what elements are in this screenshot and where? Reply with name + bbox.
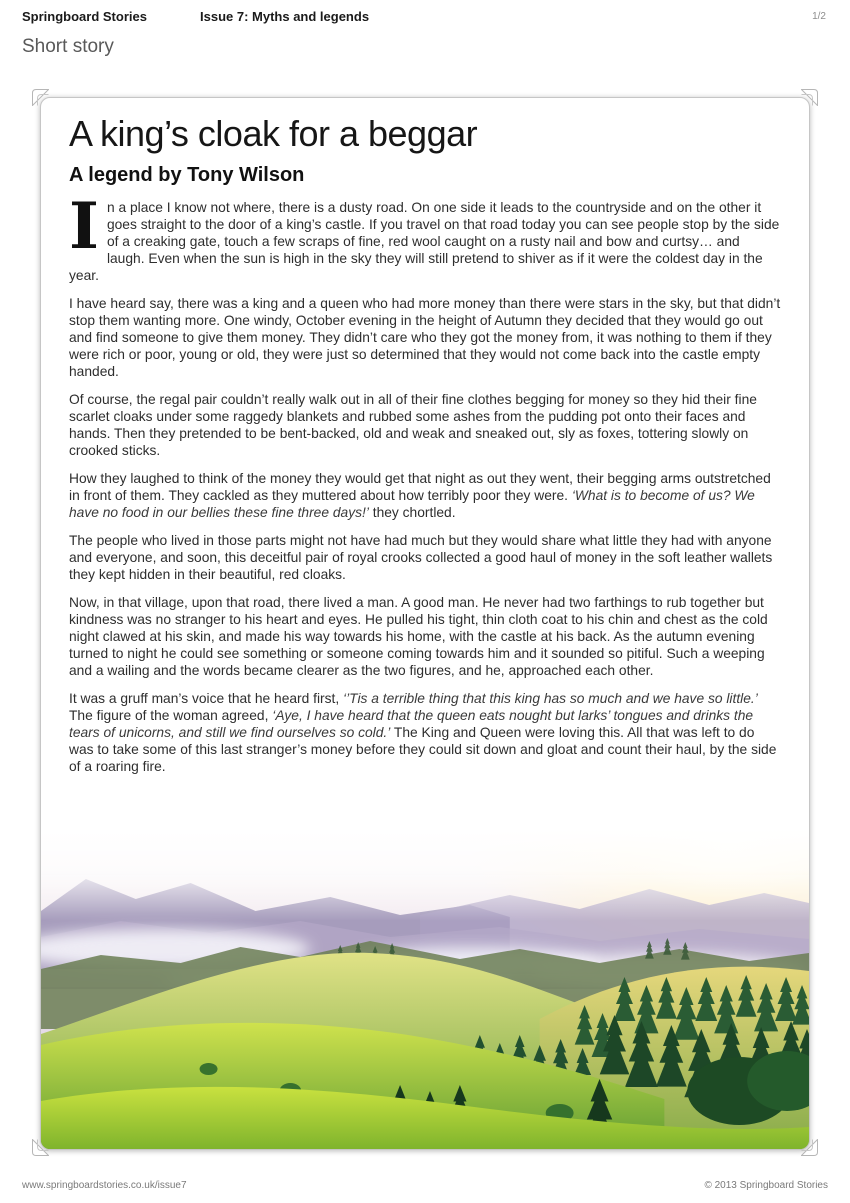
story-paragraph: The people who lived in those parts might not have had much but they would share what little they had with anyone and everyone, and soon, this deceitful pair of royal crooks collected a good haul of money in the soft leather wallets they kept hidden in their beautiful, red cloaks.	[69, 532, 773, 582]
story-body	[41, 187, 809, 775]
corner-ornament-icon	[801, 89, 818, 106]
story-paragraph: How they laughed to think of the money they would get that night as out they went, their begging arms outstretched in front of them. They cackled as they muttered about how terribly poor they were. ‘What is to become of us? We have no food in our bellies these fine three days!’ they chortled.	[69, 470, 771, 520]
story-paragraph: I have heard say, there was a king and a queen who had more money than there were stars in the sky, but that didn’t stop them wanting more. One windy, October evening in the height of Autumn they decided that they would go out and find someone to give them money. They didn’t care who they got the money from, it was nothing to them if they were rich or poor, young or old, they were just so determined that they would not come back into the castle empty handed.	[69, 295, 781, 379]
story-byline: A legend by Tony Wilson	[69, 163, 305, 186]
page-indicator: 1/2	[812, 11, 826, 22]
drop-cap: I	[69, 188, 99, 264]
story-title: A king’s cloak for a beggar	[69, 113, 478, 154]
story-paragraph: Of course, the regal pair couldn’t really walk out in all of their fine clothes begging for money so they hid their fine scarlet cloaks under some raggedy blankets and rubbed some ashes from the pudding pot onto their faces and hands. Then they pretended to be bent-backed, old and weak and sneaked out, sly as foxes, tottering slowly on crooked sticks.	[69, 391, 757, 458]
corner-ornament-icon	[32, 1139, 49, 1156]
corner-ornament-icon	[32, 89, 49, 106]
issue-title: Issue 7: Myths and legends	[200, 9, 370, 24]
story-paragraph: It was a gruff man’s voice that he heard first, ‘’Tis a terrible thing that this king has so much and we have so little.’ The figure of the woman agreed, ‘Aye, I have heard that the queen eats nought but larks’ tongues and drinks the tears of unicorns, and still we find ourselves so cold.’ The King and Queen were loving this. All that was left to do was to take some of this last stranger’s money before they could sit down and gloat and count their haul, by the side of a roaring fire.	[69, 690, 777, 774]
landscape-photo	[41, 829, 809, 1149]
story-card	[40, 97, 810, 1150]
corner-ornament-icon	[801, 1139, 818, 1156]
footer-url: www.springboardstories.co.uk/issue7	[22, 1180, 187, 1191]
section-label: Short story	[22, 36, 114, 57]
story-paragraph: In a place I know not where, there is a dusty road. On one side it leads to the countryside and on the other it goes straight to the door of a king’s castle. If you travel on that road today you can see people stop by the side of a creaking gate, touch a few scraps of fine, red wool caught on a rusty nail and bow and curtsy… and laugh. Even when the sun is high in the sky they will still pretend to shiver as if it were the coldest day in the year.	[69, 188, 780, 283]
brand-title: Springboard Stories	[22, 9, 147, 24]
story-paragraph: Now, in that village, upon that road, there lived a man. A good man. He never had two farthings to rub together but kindness was no stranger to his heart and eyes. He pulled his tight, thin cloth coat to his chin and chest as the cold night clawed at his skin, and made his way towards his home, with the castle at his back. As the autumn evening turned to night he could see something or someone coming towards him and it sounded so pitiful. Such a weeping and a wailing and the words became clearer as the two figures, and he, approached each other.	[69, 594, 768, 678]
footer-copyright: © 2013 Springboard Stories	[704, 1180, 828, 1191]
